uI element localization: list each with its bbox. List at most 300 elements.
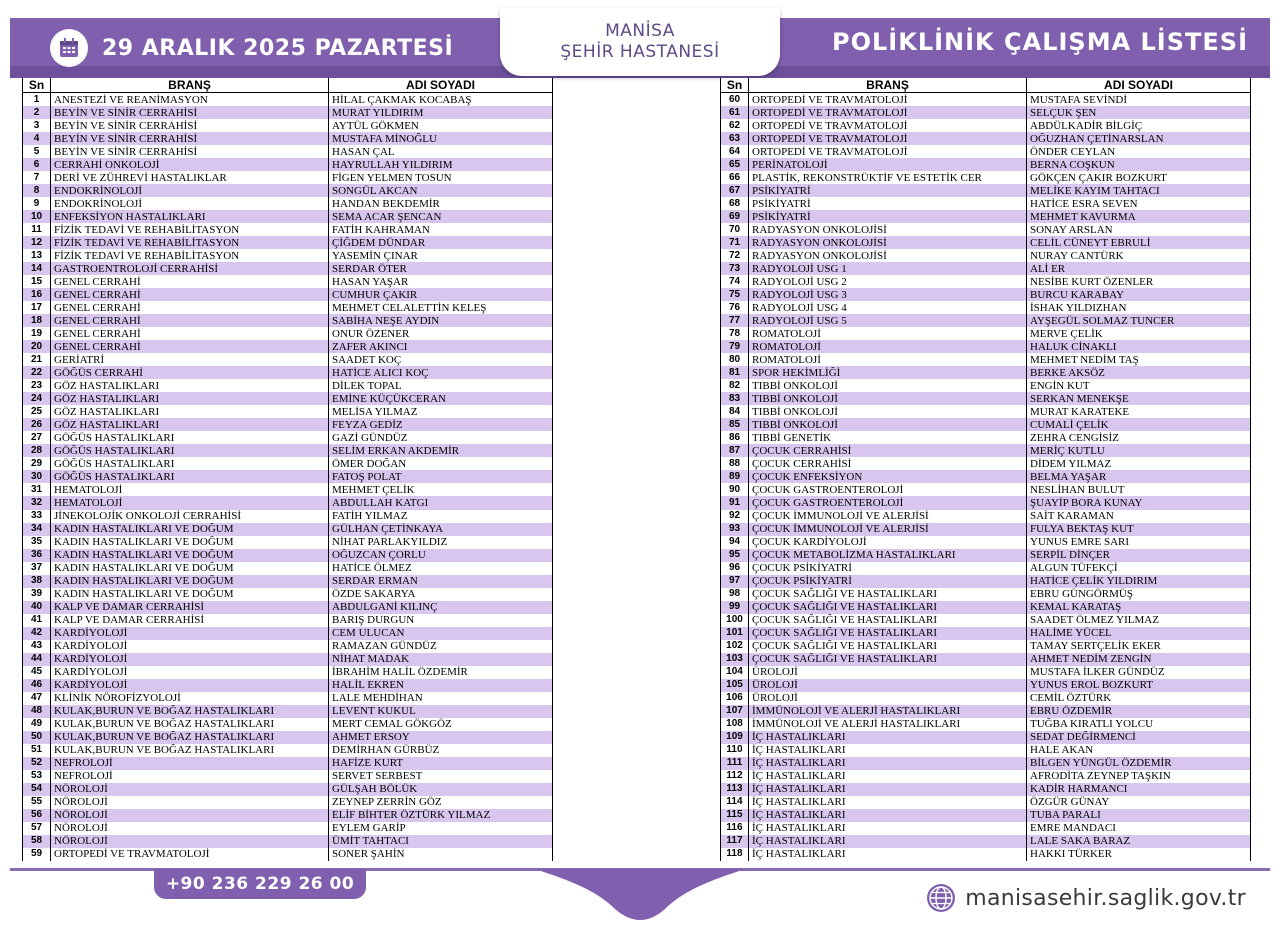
row-doctor-name: TUBA PARALI [1027, 809, 1251, 822]
column-header-name: ADI SOYADI [329, 78, 553, 93]
row-department: GENEL CERRAHİ [51, 314, 329, 327]
row-number: 38 [23, 575, 51, 588]
row-department: ORTOPEDİ VE TRAVMATOLOJİ [51, 848, 329, 861]
row-doctor-name: TAMAY SERTÇELİK EKER [1027, 640, 1251, 653]
row-number: 58 [23, 835, 51, 848]
row-doctor-name: ZEHRA CENGİSİZ [1027, 431, 1251, 444]
row-department: KADIN HASTALIKLARI VE DOĞUM [51, 562, 329, 575]
row-doctor-name: BİLGEN YÜNGÜL ÖZDEMİR [1027, 757, 1251, 770]
table-row [721, 692, 1251, 705]
table-row [721, 757, 1251, 770]
row-doctor-name: CUMHUR ÇAKIR [329, 288, 553, 301]
row-doctor-name: MEHMET ÇELİK [329, 483, 553, 496]
table-row [721, 770, 1251, 783]
row-department: GÖĞÜS CERRAHİ [51, 366, 329, 379]
row-number: 48 [23, 705, 51, 718]
row-doctor-name: HAYRULLAH YILDIRIM [329, 158, 553, 171]
table-row [721, 353, 1251, 366]
row-doctor-name: MURAT YILDIRIM [329, 106, 553, 119]
column-header-brans: BRANŞ [51, 78, 329, 93]
table-header-row [721, 78, 1251, 93]
row-department: ÇOCUK KARDİYOLOJİ [749, 536, 1027, 549]
row-department: İÇ HASTALIKLARI [749, 744, 1027, 757]
row-number: 62 [721, 119, 749, 132]
row-number: 117 [721, 835, 749, 848]
table-row [721, 288, 1251, 301]
row-number: 11 [23, 223, 51, 236]
row-department: GÖĞÜS HASTALIKLARI [51, 431, 329, 444]
row-doctor-name: CUMALİ ÇELİK [1027, 418, 1251, 431]
calendar-icon [50, 29, 88, 67]
row-doctor-name: ÖNDER CEYLAN [1027, 145, 1251, 158]
row-department: İÇ HASTALIKLARI [749, 809, 1027, 822]
table-row [721, 132, 1251, 145]
row-department: ÇOCUK GASTROENTEROLOJİ [749, 496, 1027, 509]
table-row [23, 575, 553, 588]
table-row [23, 158, 553, 171]
row-department: GÖZ HASTALIKLARI [51, 392, 329, 405]
table-row [23, 145, 553, 158]
table-row [721, 314, 1251, 327]
hospital-name-line1: MANİSA [605, 21, 675, 41]
table-row [23, 353, 553, 366]
row-number: 15 [23, 275, 51, 288]
row-department: KADIN HASTALIKLARI VE DOĞUM [51, 575, 329, 588]
row-doctor-name: FATOŞ POLAT [329, 470, 553, 483]
row-doctor-name: MELİKE KAYIM TAHTACI [1027, 184, 1251, 197]
footer-center-tab [535, 869, 745, 925]
row-doctor-name: EBRU ÖZDEMİR [1027, 705, 1251, 718]
table-row [23, 379, 553, 392]
row-department: GENEL CERRAHİ [51, 275, 329, 288]
table-row [23, 288, 553, 301]
table-row [721, 119, 1251, 132]
row-number: 104 [721, 666, 749, 679]
table-row [23, 197, 553, 210]
row-doctor-name: CEM ULUCAN [329, 627, 553, 640]
table-row [23, 366, 553, 379]
table-row [23, 536, 553, 549]
row-doctor-name: HAFİZE KURT [329, 757, 553, 770]
row-department: NÖROLOJİ [51, 822, 329, 835]
table-row [721, 223, 1251, 236]
row-department: ÜROLOJİ [749, 679, 1027, 692]
row-number: 71 [721, 236, 749, 249]
table-row [23, 640, 553, 653]
row-department: ORTOPEDİ VE TRAVMATOLOJİ [749, 119, 1027, 132]
row-department: GÖĞÜS HASTALIKLARI [51, 470, 329, 483]
row-doctor-name: SERKAN MENEKŞE [1027, 392, 1251, 405]
row-doctor-name: FULYA BEKTAŞ KUT [1027, 523, 1251, 536]
table-row [23, 314, 553, 327]
row-number: 60 [721, 93, 749, 107]
table-row [721, 496, 1251, 509]
row-department: KADIN HASTALIKLARI VE DOĞUM [51, 536, 329, 549]
row-department: KALP VE DAMAR CERRAHİSİ [51, 614, 329, 627]
date-header [50, 24, 453, 72]
table-row [23, 770, 553, 783]
row-department: NEFROLOJİ [51, 770, 329, 783]
row-doctor-name: ÖMER DOĞAN [329, 457, 553, 470]
row-department: BEYİN VE SİNİR CERRAHİSİ [51, 119, 329, 132]
row-doctor-name: BELMA YAŞAR [1027, 470, 1251, 483]
table-row [721, 601, 1251, 614]
row-department: NÖROLOJİ [51, 835, 329, 848]
row-department: ORTOPEDİ VE TRAVMATOLOJİ [749, 145, 1027, 158]
row-department: KARDİYOLOJİ [51, 679, 329, 692]
row-number: 66 [721, 171, 749, 184]
table-row [23, 171, 553, 184]
row-department: ENDOKRİNOLOJİ [51, 197, 329, 210]
row-number: 112 [721, 770, 749, 783]
row-number: 55 [23, 796, 51, 809]
table-row [721, 848, 1251, 861]
row-doctor-name: LALE SAKA BARAZ [1027, 835, 1251, 848]
row-doctor-name: HİLAL ÇAKMAK KOCABAŞ [329, 93, 553, 107]
row-department: ÇOCUK GASTROENTEROLOJİ [749, 483, 1027, 496]
row-department: RADYASYON ONKOLOJİSİ [749, 223, 1027, 236]
table-row [23, 822, 553, 835]
row-doctor-name: MURAT KARATEKE [1027, 405, 1251, 418]
row-number: 14 [23, 262, 51, 275]
table-row [23, 340, 553, 353]
table-row [23, 614, 553, 627]
row-department: BEYİN VE SİNİR CERRAHİSİ [51, 145, 329, 158]
row-number: 19 [23, 327, 51, 340]
row-department: İÇ HASTALIKLARI [749, 757, 1027, 770]
row-department: RADYASYON ONKOLOJİSİ [749, 236, 1027, 249]
row-doctor-name: ŞUAYİP BORA KUNAY [1027, 496, 1251, 509]
row-doctor-name: MERVE ÇELİK [1027, 327, 1251, 340]
row-doctor-name: AYŞEGÜL SOLMAZ TUNCER [1027, 314, 1251, 327]
row-number: 100 [721, 614, 749, 627]
row-department: İÇ HASTALIKLARI [749, 783, 1027, 796]
row-number: 84 [721, 405, 749, 418]
row-doctor-name: GÖKÇEN ÇAKIR BOZKURT [1027, 171, 1251, 184]
row-doctor-name: ENGİN KUT [1027, 379, 1251, 392]
row-department: GÖZ HASTALIKLARI [51, 418, 329, 431]
row-doctor-name: FATİH YILMAZ [329, 510, 553, 523]
row-department: ROMATOLOJİ [749, 340, 1027, 353]
row-doctor-name: KADİR HARMANCI [1027, 783, 1251, 796]
row-department: ÇOCUK SAĞLIĞI VE HASTALIKLARI [749, 640, 1027, 653]
table-row [721, 666, 1251, 679]
row-number: 2 [23, 106, 51, 119]
row-department: KULAK,BURUN VE BOĞAZ HASTALIKLARI [51, 744, 329, 757]
row-doctor-name: SELÇUK ŞEN [1027, 106, 1251, 119]
table-row [23, 301, 553, 314]
row-department: RADYOLOJİ USG 5 [749, 314, 1027, 327]
row-department: ANESTEZİ VE REANİMASYON [51, 93, 329, 107]
row-number: 30 [23, 470, 51, 483]
globe-icon [925, 882, 957, 914]
row-number: 52 [23, 757, 51, 770]
row-number: 106 [721, 692, 749, 705]
row-doctor-name: HALUK CİNAKLI [1027, 340, 1251, 353]
table-row [721, 210, 1251, 223]
row-department: ÇOCUK CERRAHİSİ [749, 457, 1027, 470]
table-row [23, 744, 553, 757]
row-doctor-name: NİHAT MADAK [329, 653, 553, 666]
table-row [721, 523, 1251, 536]
row-department: ÇOCUK PSİKİYATRİ [749, 562, 1027, 575]
table-row [23, 496, 553, 509]
row-department: RADYASYON ONKOLOJİSİ [749, 249, 1027, 262]
row-number: 21 [23, 353, 51, 366]
table-row [23, 210, 553, 223]
row-doctor-name: EBRU GÜNGÖRMÜŞ [1027, 588, 1251, 601]
table-row [721, 275, 1251, 288]
row-number: 16 [23, 288, 51, 301]
table-row [721, 483, 1251, 496]
table-row [23, 327, 553, 340]
row-department: İMMÜNOLOJİ VE ALERJİ HASTALIKLARI [749, 718, 1027, 731]
table-row [721, 562, 1251, 575]
row-department: GENEL CERRAHİ [51, 327, 329, 340]
row-doctor-name: NESİBE KURT ÖZENLER [1027, 275, 1251, 288]
row-number: 76 [721, 301, 749, 314]
row-number: 10 [23, 210, 51, 223]
table-row [721, 327, 1251, 340]
table-row [23, 249, 553, 262]
table-row [23, 809, 553, 822]
row-department: KALP VE DAMAR CERRAHİSİ [51, 601, 329, 614]
row-doctor-name: SAİT KARAMAN [1027, 510, 1251, 523]
row-doctor-name: ALGUN TÜFEKÇİ [1027, 562, 1251, 575]
row-number: 54 [23, 783, 51, 796]
row-department: ÇOCUK SAĞLIĞI VE HASTALIKLARI [749, 601, 1027, 614]
table-row [721, 536, 1251, 549]
row-department: RADYOLOJİ USG 4 [749, 301, 1027, 314]
row-number: 89 [721, 470, 749, 483]
row-doctor-name: CEMİL ÖZTÜRK [1027, 692, 1251, 705]
row-number: 68 [721, 197, 749, 210]
table-row [23, 627, 553, 640]
table-row [721, 236, 1251, 249]
row-doctor-name: ÇİĞDEM DÜNDAR [329, 236, 553, 249]
row-doctor-name: HAKKI TÜRKER [1027, 848, 1251, 861]
row-number: 97 [721, 575, 749, 588]
row-doctor-name: ABDULGANİ KILINÇ [329, 601, 553, 614]
row-department: NÖROLOJİ [51, 783, 329, 796]
row-number: 87 [721, 444, 749, 457]
row-department: ÇOCUK SAĞLIĞI VE HASTALIKLARI [749, 653, 1027, 666]
row-doctor-name: ÜMİT TAHTACI [329, 835, 553, 848]
row-department: ÇOCUK CERRAHİSİ [749, 444, 1027, 457]
row-doctor-name: EMRE MANDACI [1027, 822, 1251, 835]
row-department: NÖROLOJİ [51, 796, 329, 809]
row-doctor-name: SERDAR ERMAN [329, 575, 553, 588]
row-number: 102 [721, 640, 749, 653]
row-department: RADYOLOJİ USG 1 [749, 262, 1027, 275]
row-number: 109 [721, 731, 749, 744]
row-number: 107 [721, 705, 749, 718]
row-doctor-name: CELİL CÜNEYT EBRULİ [1027, 236, 1251, 249]
website-link[interactable] [925, 882, 1246, 914]
row-doctor-name: DİDEM YILMAZ [1027, 457, 1251, 470]
row-number: 45 [23, 666, 51, 679]
row-number: 40 [23, 601, 51, 614]
table-row [23, 262, 553, 275]
row-department: NEFROLOJİ [51, 757, 329, 770]
row-department: İÇ HASTALIKLARI [749, 770, 1027, 783]
row-number: 50 [23, 731, 51, 744]
column-header-sn: Sn [721, 78, 749, 93]
row-number: 61 [721, 106, 749, 119]
row-number: 13 [23, 249, 51, 262]
row-doctor-name: SAADET ÖLMEZ YILMAZ [1027, 614, 1251, 627]
table-row [23, 223, 553, 236]
table-row [721, 301, 1251, 314]
table-row [721, 783, 1251, 796]
row-doctor-name: YASEMİN ÇINAR [329, 249, 553, 262]
row-doctor-name: MUSTAFA İLKER GÜNDÜZ [1027, 666, 1251, 679]
row-number: 32 [23, 496, 51, 509]
date-label: 29 ARALIK 2025 PAZARTESİ [102, 35, 454, 61]
row-department: ORTOPEDİ VE TRAVMATOLOJİ [749, 106, 1027, 119]
row-number: 91 [721, 496, 749, 509]
row-number: 49 [23, 718, 51, 731]
table-row [23, 405, 553, 418]
table-row [721, 835, 1251, 848]
table-row [23, 119, 553, 132]
row-doctor-name: HALİL EKREN [329, 679, 553, 692]
table-row [23, 731, 553, 744]
website-text: manisasehir.saglik.gov.tr [965, 885, 1246, 911]
row-number: 90 [721, 483, 749, 496]
table-row [721, 418, 1251, 431]
table-row [23, 444, 553, 457]
row-number: 31 [23, 483, 51, 496]
row-department: ORTOPEDİ VE TRAVMATOLOJİ [749, 132, 1027, 145]
phone-number: +90 236 229 26 00 [154, 869, 366, 899]
row-doctor-name: İBRAHİM HALİL ÖZDEMİR [329, 666, 553, 679]
row-doctor-name: LALE MEHDİHAN [329, 692, 553, 705]
row-number: 114 [721, 796, 749, 809]
row-number: 12 [23, 236, 51, 249]
row-number: 46 [23, 679, 51, 692]
row-department: PSİKİYATRİ [749, 197, 1027, 210]
row-number: 75 [721, 288, 749, 301]
row-department: İÇ HASTALIKLARI [749, 835, 1027, 848]
table-row [23, 510, 553, 523]
row-doctor-name: SERVET SERBEST [329, 770, 553, 783]
row-department: TIBBİ ONKOLOJİ [749, 379, 1027, 392]
row-department: TIBBİ ONKOLOJİ [749, 405, 1027, 418]
table-row [23, 275, 553, 288]
row-doctor-name: ÖZDE SAKARYA [329, 588, 553, 601]
table-row [721, 184, 1251, 197]
table-row [23, 757, 553, 770]
row-number: 101 [721, 627, 749, 640]
row-number: 5 [23, 145, 51, 158]
row-doctor-name: HASAN YAŞAR [329, 275, 553, 288]
row-number: 92 [721, 510, 749, 523]
row-doctor-name: MERT CEMAL GÖKGÖZ [329, 718, 553, 731]
table-row [23, 562, 553, 575]
row-department: ÜROLOJİ [749, 692, 1027, 705]
row-department: GÖZ HASTALIKLARI [51, 405, 329, 418]
row-number: 65 [721, 158, 749, 171]
row-number: 34 [23, 523, 51, 536]
table-row [721, 340, 1251, 353]
table-row [721, 405, 1251, 418]
row-number: 85 [721, 418, 749, 431]
row-number: 7 [23, 171, 51, 184]
table-header-row [23, 78, 553, 93]
row-number: 108 [721, 718, 749, 731]
table-row [721, 366, 1251, 379]
row-number: 18 [23, 314, 51, 327]
row-number: 1 [23, 93, 51, 107]
row-department: KARDİYOLOJİ [51, 640, 329, 653]
row-department: İÇ HASTALIKLARI [749, 796, 1027, 809]
row-number: 24 [23, 392, 51, 405]
row-doctor-name: SELİM ERKAN AKDEMİR [329, 444, 553, 457]
table-row [23, 848, 553, 861]
table-row [23, 783, 553, 796]
row-doctor-name: HALİME YÜCEL [1027, 627, 1251, 640]
row-number: 57 [23, 822, 51, 835]
row-number: 44 [23, 653, 51, 666]
row-doctor-name: GAZİ GÜNDÜZ [329, 431, 553, 444]
row-doctor-name: GÜLHAN ÇETİNKAYA [329, 523, 553, 536]
row-department: İÇ HASTALIKLARI [749, 822, 1027, 835]
row-number: 35 [23, 536, 51, 549]
table-row [721, 510, 1251, 523]
table-row [721, 470, 1251, 483]
row-doctor-name: EYLEM GARİP [329, 822, 553, 835]
row-doctor-name: AHMET NEDİM ZENGİN [1027, 653, 1251, 666]
clinic-table-right [720, 78, 1251, 861]
row-number: 94 [721, 536, 749, 549]
row-department: GENEL CERRAHİ [51, 301, 329, 314]
table-row [721, 731, 1251, 744]
row-number: 9 [23, 197, 51, 210]
table-row [721, 627, 1251, 640]
row-department: KARDİYOLOJİ [51, 627, 329, 640]
row-department: KADIN HASTALIKLARI VE DOĞUM [51, 523, 329, 536]
row-doctor-name: NİHAT PARLAKYILDIZ [329, 536, 553, 549]
row-number: 113 [721, 783, 749, 796]
row-doctor-name: KEMAL KARATAŞ [1027, 601, 1251, 614]
table-row [23, 692, 553, 705]
row-number: 53 [23, 770, 51, 783]
row-number: 74 [721, 275, 749, 288]
row-doctor-name: FATİH KAHRAMAN [329, 223, 553, 236]
row-department: TIBBİ GENETİK [749, 431, 1027, 444]
table-row [721, 588, 1251, 601]
row-number: 29 [23, 457, 51, 470]
row-department: KULAK,BURUN VE BOĞAZ HASTALIKLARI [51, 718, 329, 731]
row-department: HEMATOLOJİ [51, 483, 329, 496]
row-doctor-name: ÖZGÜR GÜNAY [1027, 796, 1251, 809]
row-number: 27 [23, 431, 51, 444]
row-department: ÇOCUK METABOLİZMA HASTALIKLARI [749, 549, 1027, 562]
page-title: POLİKLİNİK ÇALIŞMA LİSTESİ [832, 28, 1248, 56]
row-number: 26 [23, 418, 51, 431]
row-department: KADIN HASTALIKLARI VE DOĞUM [51, 588, 329, 601]
table-row [721, 444, 1251, 457]
row-doctor-name: HATİCE ALICI KOÇ [329, 366, 553, 379]
table-row [721, 822, 1251, 835]
row-department: TIBBİ ONKOLOJİ [749, 418, 1027, 431]
row-department: İÇ HASTALIKLARI [749, 731, 1027, 744]
row-doctor-name: ONUR ÖZENER [329, 327, 553, 340]
row-doctor-name: RAMAZAN GÜNDÜZ [329, 640, 553, 653]
row-doctor-name: BERKE AKSÖZ [1027, 366, 1251, 379]
row-number: 69 [721, 210, 749, 223]
